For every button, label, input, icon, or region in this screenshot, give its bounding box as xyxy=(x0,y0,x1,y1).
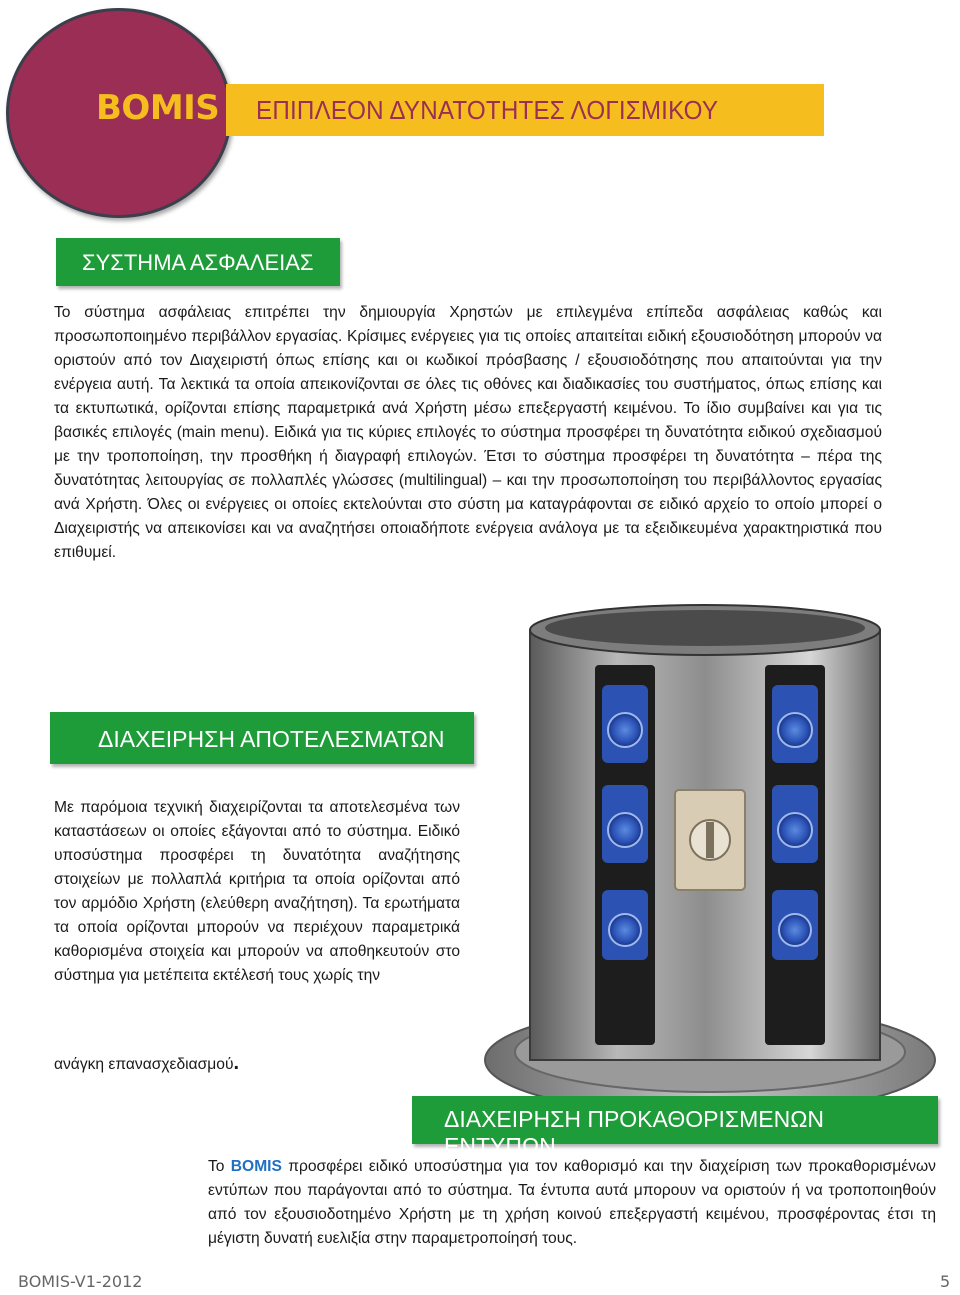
forms-brand: BOMIS xyxy=(230,1158,282,1175)
security-paragraph: Το σύστημα ασφάλειας επιτρέπει την δημιουργία Χρηστών με επιλεγμένα επίπεδα ασφάλειας καθώς και προσωποποιημένο περιβάλλον εργασίας. Κρίσιμες ενέργειες για τις οποίες απαιτείται ειδική εξουσιοδότηση μπορούν να οριστούν από τον Διαχειριστή όπως επίσης και οι κωδικοί πρόσβασης / εξουσιοδότησης που απαιτούνται για την ενέργεια αυτή. Τα λεκτικά τα οποία απεικονίζονται σε όλες τις οθόνες και διαδικασίες του συστήματος, όπως επίσης και τα εκτυπωτικά, ορίζονται επίσης παραμετρικά ανά Χρήστη μέσω επεξεργαστή κειμένου. Το ίδιο συμβαίνει και για τις βασικές επιλογές (main menu). Ειδικά για τις κύριες επιλογές το σύστημα προσφέρει τη δυνατότητα ειδικού σχεδιασμού με την τροποποίηση, την προσθήκη ή διαγραφή επιλογών. Έτσι το σύστημα προσφέρει τη δυνατότητα – πέρα της δυνατότητας λειτουργίας σε πολλαπλές γλώσσες (multilingual) – και την προσωποποίηση του περιβάλλοντος εργασίας ανά Χρήστη. Όλες οι ενέργειες οι οποίες εκτελούνται στο σύστη μα καταγράφονται σε ειδικό αρχείο το οποίο μπορεί ο Διαχειριστής να απεικονίσει και να αναζητήσει οποιαδήποτε ενέργεια ανάλογα με τα εξειδικευμένα χαρακτηριστικά που επιθυμεί. xyxy=(54,304,882,561)
results-tail-text: ανάγκη επανασχεδιασμού xyxy=(54,1056,234,1073)
results-paragraph-tail xyxy=(54,1051,460,1077)
power-tower-illustration xyxy=(470,590,950,1110)
results-tail-dot: . xyxy=(233,1052,240,1074)
forms-prefix: Το xyxy=(208,1158,225,1175)
results-heading-text: ΔΙΑΧΕΙΡΗΣΗ ΑΠΟΤΕΛΕΣΜΑΤΩΝ xyxy=(98,726,445,752)
forms-heading-text: ΔΙΑΧΕΙΡΗΣΗ ΠΡΟΚΑΘΟΡΙΣΜΕΝΩΝ ΕΝΤΥΠΩΝ xyxy=(444,1106,825,1159)
forms-body: προσφέρει ειδικό υποσύστημα για τον καθορισμό και την διαχείριση των προκαθορισμένων εντύπων που παράγονται από το σύστημα. Τα έντυπα αυτά μπορουν να οριστούν ή να τροποποιηθούν από τον εξουσιοδοτημένο Χρήστη με τη χρήση κοινού επεξεργαστή κειμένου, προσφέροντας έτσι τη μέγιστη δυνατή ευελιξία στην παραμετροποίησή τους. xyxy=(208,1158,936,1247)
results-paragraph: Με παρόμοια τεχνική διαχειρίζονται τα αποτελεσμένα των καταστάσεων οι οποίες εξάγονται από το σύστημα. Ειδικό υποσύστημα προσφέρει τη δυνατότητα αναζήτησης στοιχείων με πολλαπλά κριτήρια τα οποία ορίζονται από τον αρμόδιο Χρήστη (ελεύθερη αναζήτηση). Τα ερωτήματα τα οποία ορίζονται μπορούν να περιέχουν παραμετρικά καθορισμένα στοιχεία και μπορούν να αποθηκευτούν στο σύστημα για μετέπειτα εκτέλεσή τους χωρίς την xyxy=(54,799,460,984)
results-heading xyxy=(50,712,474,764)
footer-page-number: 5 xyxy=(940,1272,951,1291)
security-heading-text: ΣΥΣΤΗΜΑ ΑΣΦΑΛΕΙΑΣ xyxy=(82,250,314,275)
brand-logo: BOMIS xyxy=(96,88,220,128)
footer-doc-id: BOMIS-V1-2012 xyxy=(18,1272,143,1291)
security-heading xyxy=(56,238,340,286)
forms-paragraph xyxy=(208,1155,936,1251)
page-title: ΕΠΙΠΛΕΟΝ ΔΥΝΑΤΟΤΗΤΕΣ ΛΟΓΙΣΜΙΚΟΥ xyxy=(256,95,719,125)
forms-heading xyxy=(412,1096,938,1159)
